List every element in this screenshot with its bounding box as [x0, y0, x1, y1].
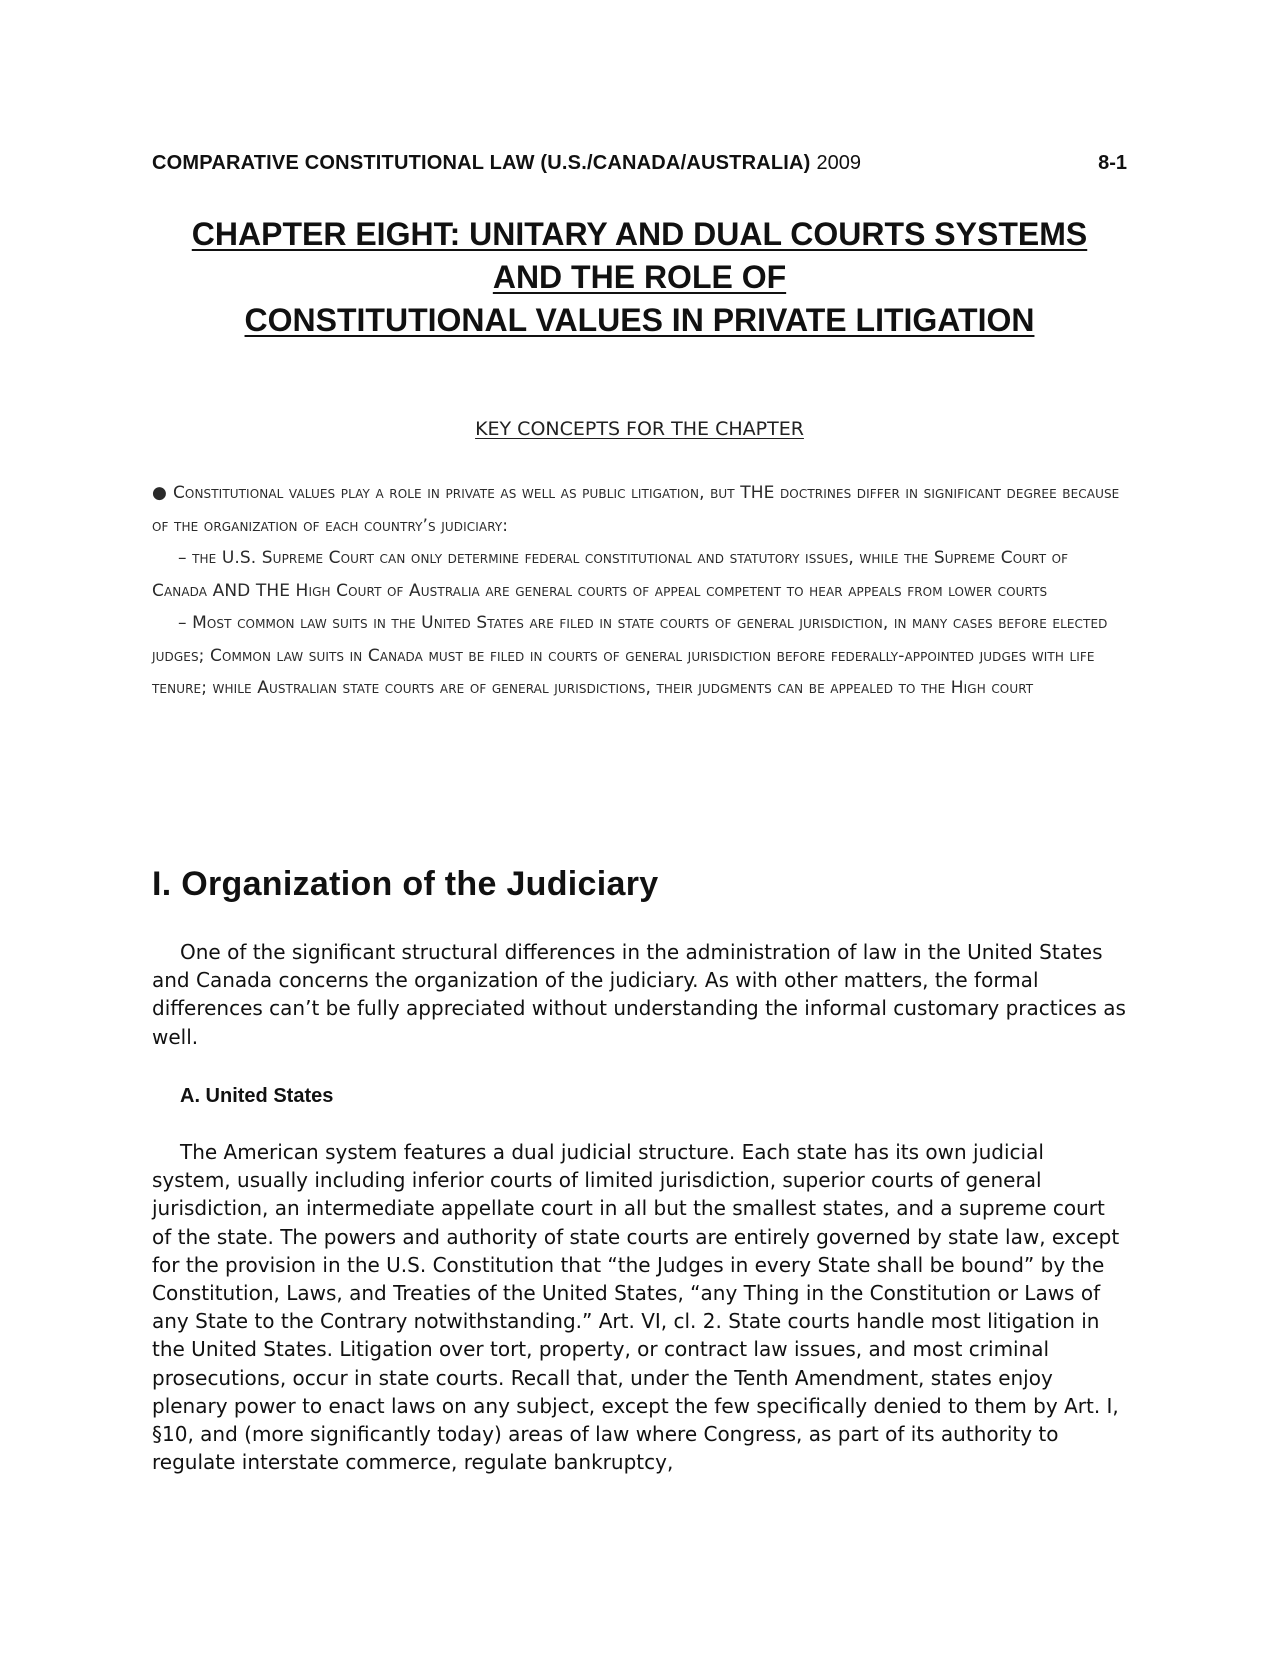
page-number: 8-1 — [1098, 152, 1127, 174]
intro-paragraph: One of the significant structural differences in the administration of law in the United States and Canada concerns the organization of the judiciary. As with other matters, the formal differences can’t be fully appreciated without understanding the informal customary practices as well. — [152, 940, 1126, 1049]
chapter-title-line: CHAPTER EIGHT: UNITARY AND DUAL COURTS SYSTEMS — [191, 216, 1088, 252]
key-concepts-heading: KEY CONCEPTS FOR THE CHAPTER — [475, 418, 804, 440]
key-concepts-list — [152, 477, 1127, 705]
intro-paragraph-block — [152, 938, 1127, 1051]
subsection-heading: A. United States — [180, 1085, 334, 1107]
course-year: 2009 — [816, 152, 862, 174]
chapter-title — [152, 213, 1127, 342]
section-heading: I. Organization of the Judiciary — [152, 865, 659, 903]
chapter-title-line: CONSTITUTIONAL VALUES IN PRIVATE LITIGATION — [244, 302, 1035, 338]
bullet-icon: ● — [152, 483, 167, 503]
key-concept-point: – Most common law suits in the United States are filed in state courts of general jurisdiction, in many cases before elected judges; Common law suits in Canada must be filed in courts of general jurisdiction before federally-appointed judges with life tenure; while Australian state courts are of general jurisdictions, their judgments can be appealed to the High court — [152, 613, 1108, 698]
subsection-paragraph: The American system features a dual judicial structure. Each state has its own judicial system, usually including inferior courts of limited jurisdiction, superior courts of general jurisdiction, an intermediate appellate court in all but the smallest states, and a supreme court of the state. The powers and authority of state courts are entirely governed by state law, except for the provision in the U.S. Constitution that “the Judges in every State shall be bound” by the Constitution, Laws, and Treaties of the United States, “any Thing in the Constitution or Laws of any State to the Contrary notwithstanding.” Art. VI, cl. 2. State courts handle most litigation in the United States. Litigation over tort, property, or contract law issues, and most criminal prosecutions, occur in state courts. Recall that, under the Tenth Amendment, states enjoy plenary power to enact laws on any subject, except the few specifically denied to them by Art. I, §10, and (more significantly today) areas of law where Congress, as part of its authority to regulate interstate commerce, regulate bankruptcy, — [152, 1140, 1120, 1475]
key-concept-point: – the U.S. Supreme Court can only determine federal constitutional and statutory issues, while the Supreme Court of Canada AND THE High Court of Australia are general courts of appeal competent to hear appeals from lower courts — [152, 548, 1069, 601]
running-header — [152, 152, 1127, 182]
key-concept-intro-text: Constitutional values play a role in private as well as public litigation, but THE doctrines differ in significant degree because of the organization of each country’s judiciary: — [152, 483, 1120, 536]
key-concept-intro — [152, 477, 1127, 542]
course-title: COMPARATIVE CONSTITUTIONAL LAW (U.S./CANADA/AUSTRALIA) — [152, 152, 811, 174]
chapter-title-line: AND THE ROLE OF — [492, 259, 787, 295]
subsection-paragraph-block — [152, 1138, 1127, 1476]
